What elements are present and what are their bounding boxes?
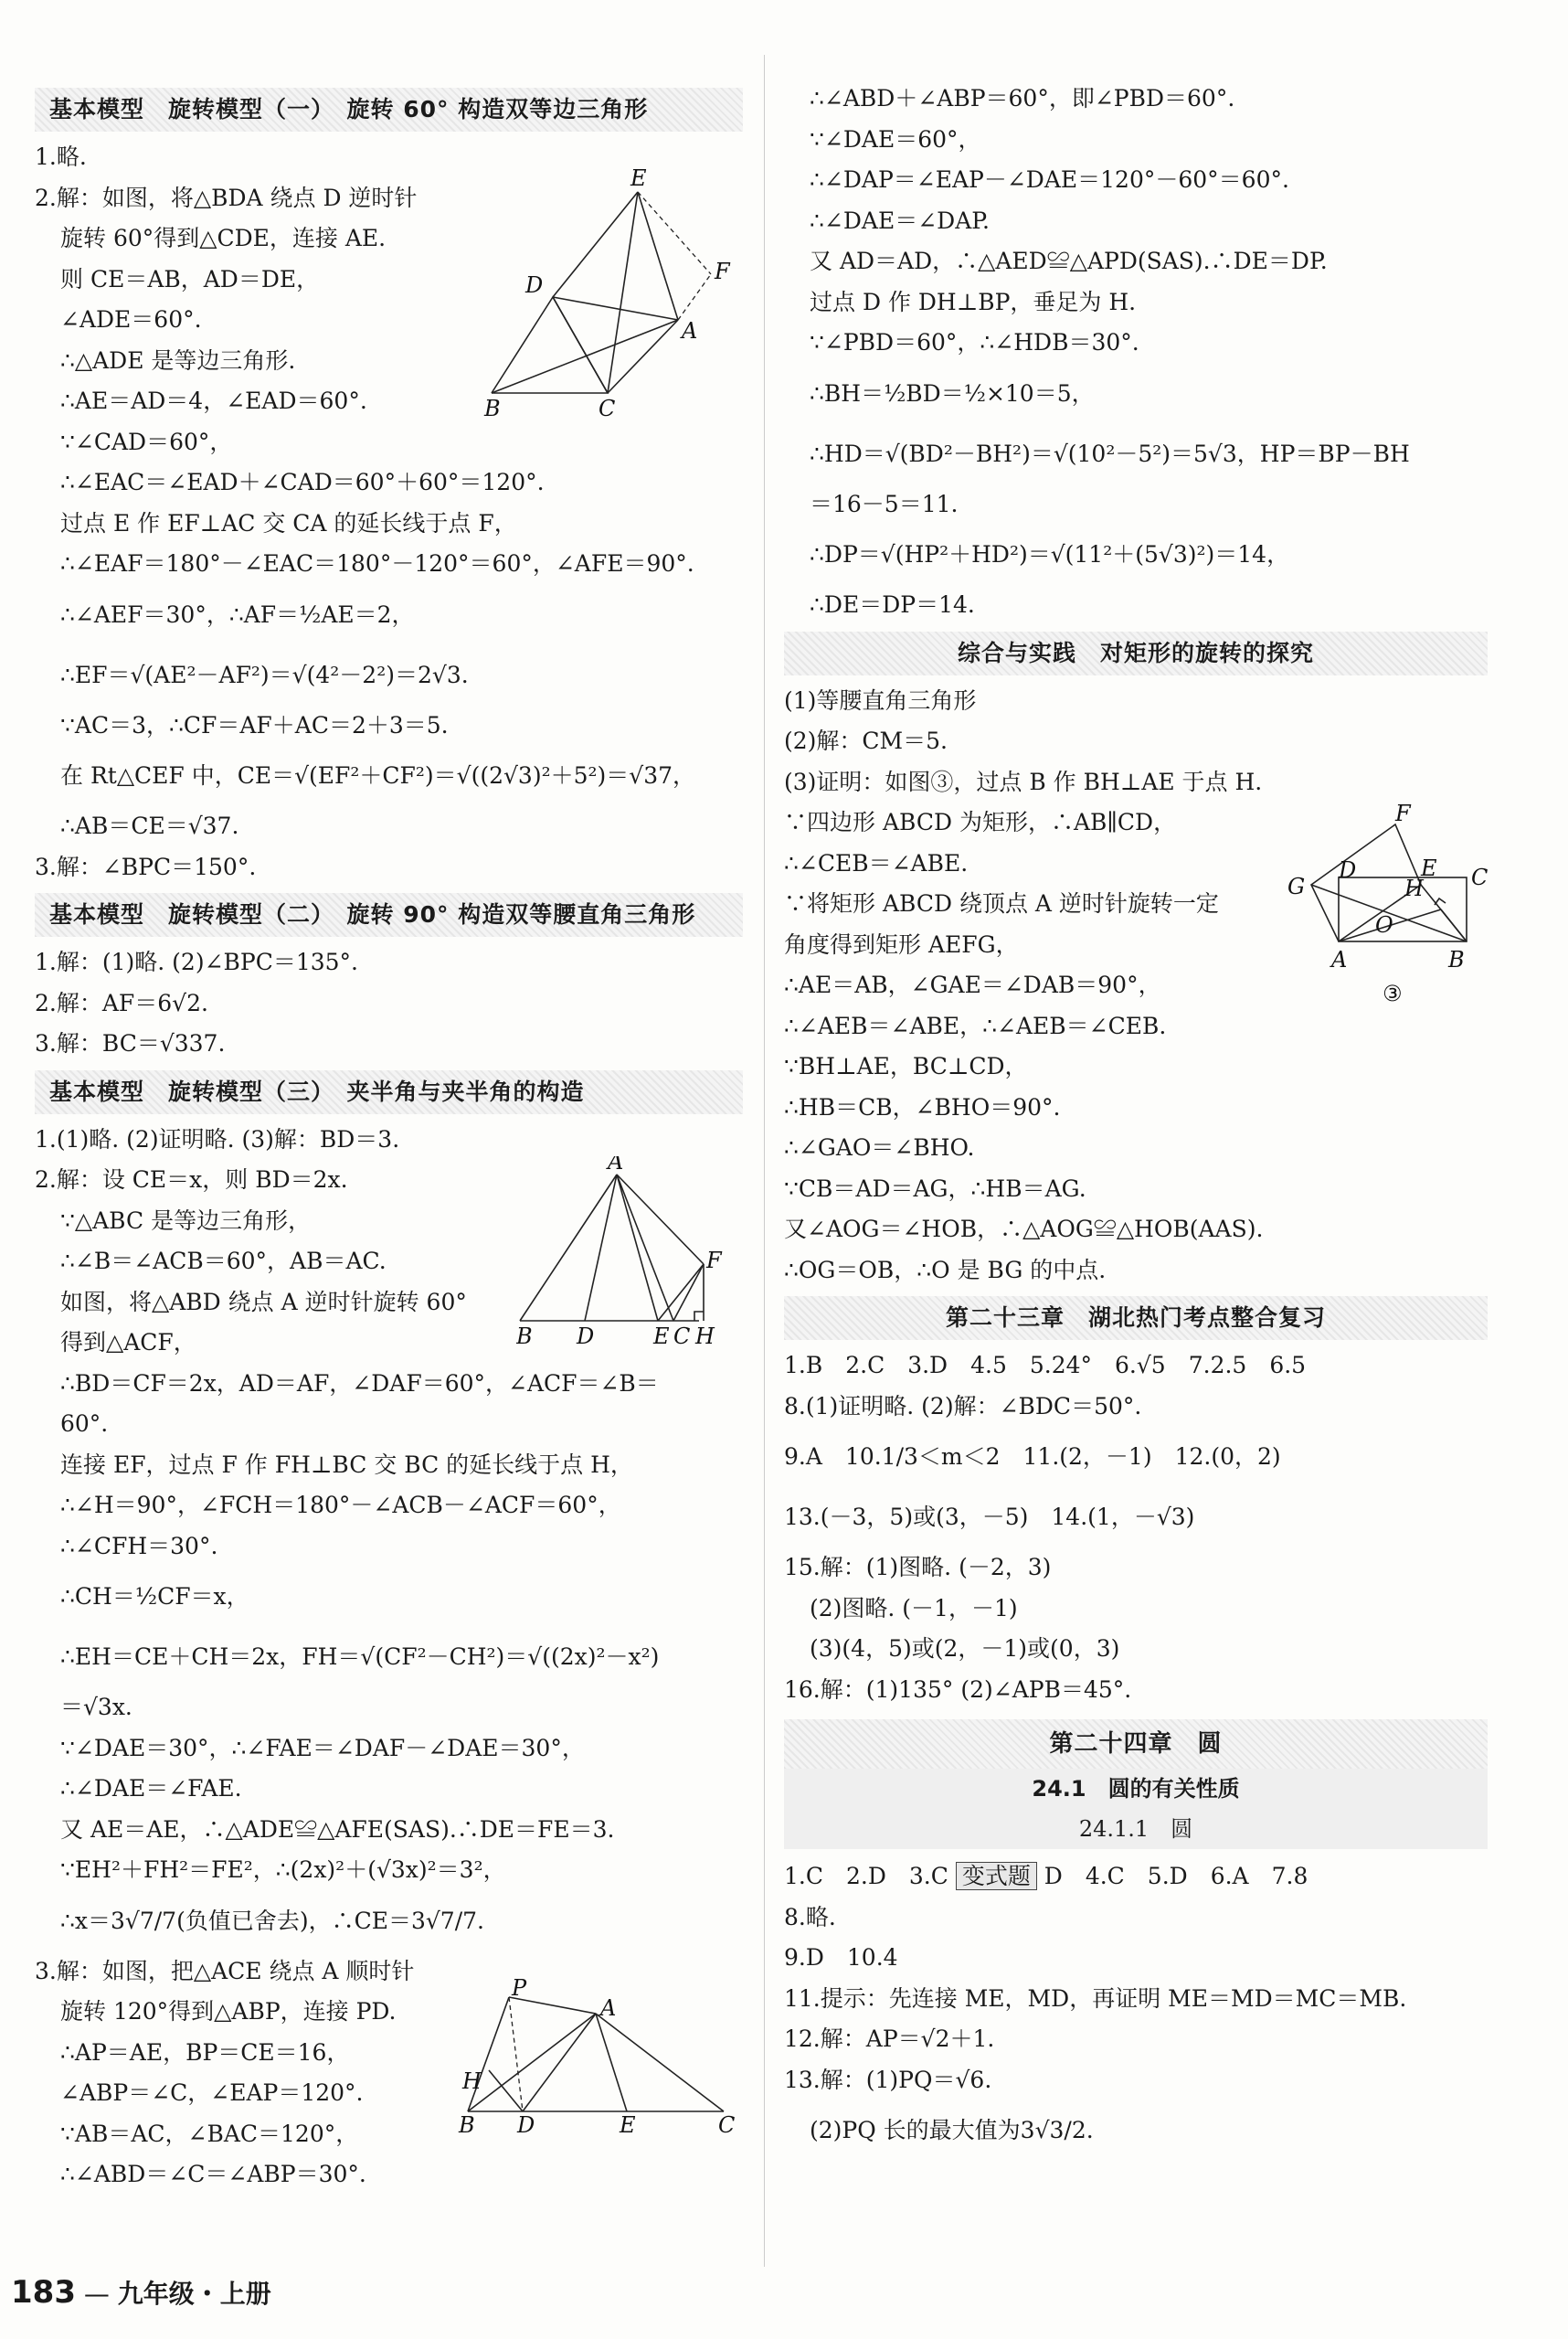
answer-line: 过点 D 作 DH⊥BP，垂足为 H. — [810, 288, 1137, 315]
svg-text:P: P — [512, 1979, 527, 2001]
answer-line: ∠ABP＝∠C，∠EAP＝120°. — [60, 2079, 364, 2106]
answer-line: 60°. — [60, 1410, 109, 1437]
svg-text:E: E — [630, 169, 647, 191]
answer-line: ∵∠PBD＝60°，∴∠HDB＝30°. — [810, 329, 1139, 356]
answer-line: ＝√3x. — [60, 1694, 132, 1720]
answer-line: ∵EH²＋FH²＝FE²，∴(2x)²＋(√3x)²＝3²， — [60, 1856, 506, 1883]
answer-line: ∴∠AEB＝∠ABE，∴∠AEB＝∠CEB. — [784, 1012, 1167, 1039]
answer-line: ∴x＝3√7/7(负值已舍去)，∴CE＝3√7/7. — [60, 1907, 484, 1934]
answer-line: 12.解：AP＝√2＋1. — [784, 2025, 995, 2052]
answer-line: ∵AB＝AC，∠BAC＝120°， — [60, 2120, 359, 2147]
answer-line: 在 Rt△CEF 中，CE＝√(EF²＋CF²)＝√((2√3)²＋5²)＝√37， — [60, 762, 696, 789]
answer-line: 3.解：如图，把△ACE 绕点 A 顺时针 — [35, 1957, 415, 1984]
answer-line: 11.提示：先连接 ME，MD，再证明 ME＝MD＝MC＝MB. — [784, 1984, 1407, 2012]
figure-number-label: ③ — [1383, 981, 1403, 1005]
answer-line: ∴HD＝√(BD²－BH²)＝√(10²－5²)＝5√3，HP＝BP－BH — [810, 440, 1410, 467]
svg-text:C: C — [599, 396, 616, 421]
answer-line: ∴BH＝½BD＝½×10＝5， — [810, 379, 1095, 407]
answer-line: 又∠AOG＝∠HOB，∴△AOG≌△HOB(AAS). — [784, 1216, 1264, 1242]
answer-line: ∵AC＝3，∴CF＝AF＋AC＝2＋3＝5. — [60, 711, 449, 739]
svg-text:A: A — [1331, 947, 1348, 973]
answer-line: ∵四边形 ABCD 为矩形，∴AB∥CD， — [784, 809, 1177, 835]
svg-text:D: D — [525, 272, 544, 298]
answer-line: (3)(4，5)或(2，－1)或(0，3) — [810, 1635, 1120, 1662]
svg-text:D: D — [517, 2112, 535, 2134]
answer-line: ∴∠H＝90°，∠FCH＝180°－∠ACB－∠ACF＝60°， — [60, 1492, 621, 1518]
figure-rotation-120 — [457, 1979, 740, 2138]
page-number: 183 — [11, 2274, 76, 2311]
answer-line: ∴CH＝½CF＝x， — [60, 1583, 249, 1610]
answer-line: 2.解：如图，将△BDA 绕点 D 逆时针 — [35, 184, 418, 211]
answer-fragment: D 4.C 5.D 6.A 7.8 — [1044, 1863, 1308, 1889]
answer-line: 则 CE＝AB，AD＝DE， — [60, 265, 320, 292]
figure-half-angle — [516, 1156, 745, 1356]
answer-line: ∵BH⊥AE，BC⊥CD， — [784, 1053, 1028, 1079]
answer-line: 16.解：(1)135° (2)∠APB＝45°. — [784, 1675, 1132, 1703]
answer-line: 3.解：BC＝√337. — [35, 1030, 226, 1057]
section-title: 24.1 圆的有关性质 — [784, 1769, 1488, 1809]
answer-line: 连接 EF，过点 F 作 FH⊥BC 交 BC 的延长线于点 H， — [60, 1451, 633, 1478]
svg-text:A: A — [608, 1156, 624, 1175]
answer-line: (2)图略. (－1，－1) — [810, 1594, 1018, 1621]
column-divider — [764, 55, 765, 2267]
answer-line: (2)解：CM＝5. — [784, 728, 948, 754]
answer-line: (2)PQ 长的最大值为3√3/2. — [810, 2117, 1094, 2143]
grade-label: 九年级・上册 — [117, 2279, 271, 2309]
svg-text:E: E — [653, 1324, 670, 1349]
svg-text:D: D — [1339, 857, 1357, 883]
answer-line: 8.略. — [784, 1903, 836, 1930]
answer-line: ∴HB＝CB，∠BHO＝90°. — [784, 1093, 1061, 1121]
answer-line: ∴∠CEB＝∠ABE. — [784, 849, 969, 877]
figure-rectangle-rotation — [1284, 804, 1494, 1009]
answer-line: 如图，将△ABD 绕点 A 逆时针旋转 60° — [60, 1288, 467, 1315]
answer-line: ∴DP＝√(HP²＋HD²)＝√(11²＋(5√3)²)＝14， — [810, 541, 1290, 568]
svg-text:C: C — [673, 1324, 691, 1349]
section-title-rotation-model-2: 基本模型 旋转模型（二） 旋转 90° 构造双等腰直角三角形 — [35, 893, 743, 937]
answer-line: ∴EF＝√(AE²－AF²)＝√(4²－2²)＝2√3. — [60, 661, 469, 688]
section-title-rectangle-rotation: 综合与实践 对矩形的旋转的探究 — [784, 632, 1488, 675]
answer-line: ∴AB＝CE＝√37. — [60, 813, 239, 839]
right-column — [784, 79, 1488, 2161]
svg-text:A: A — [682, 318, 698, 344]
svg-text:B: B — [516, 1324, 533, 1349]
answer-line: ∴∠DAE＝∠FAE. — [60, 1775, 242, 1802]
answer-line: ∴∠GAO＝∠BHO. — [784, 1134, 975, 1161]
variant-question-badge: 变式题 — [956, 1862, 1037, 1890]
figure-rotation-60 — [475, 169, 749, 429]
svg-text:F: F — [706, 1248, 722, 1273]
answer-line: 过点 E 作 EF⊥AC 交 CA 的延长线于点 F， — [60, 509, 517, 537]
answer-line: ∵△ABC 是等边三角形， — [60, 1207, 312, 1234]
svg-text:B: B — [459, 2112, 475, 2134]
svg-text:O: O — [1375, 912, 1393, 938]
answer-line: 1.B 2.C 3.D 4.5 5.24° 6.√5 7.2.5 6.5 — [784, 1352, 1307, 1378]
answer-fragment: 1.C 2.D 3.C — [784, 1863, 948, 1889]
svg-text:C: C — [1471, 865, 1489, 890]
svg-text:B: B — [1448, 947, 1465, 973]
answer-line: 15.解：(1)图略. (－2，3) — [784, 1554, 1052, 1580]
answer-line: 角度得到矩形 AEFG， — [784, 930, 1019, 958]
answer-line: ∴AP＝AE，BP＝CE＝16， — [60, 2038, 350, 2066]
answer-line: ∵∠DAE＝30°，∴∠FAE＝∠DAF－∠DAE＝30°， — [60, 1734, 585, 1761]
answer-line: ∵∠DAE＝60°， — [810, 125, 981, 153]
section-title-chapter23-review: 第二十三章 湖北热门考点整合复习 — [784, 1296, 1488, 1340]
answer-line: ∵将矩形 ABCD 绕顶点 A 逆时针旋转一定 — [784, 890, 1219, 917]
svg-text:H: H — [695, 1324, 715, 1349]
svg-text:C: C — [718, 2112, 736, 2134]
page-footer — [11, 2274, 271, 2311]
answer-line: 1.略. — [35, 144, 87, 170]
answer-line: ∴∠AEF＝30°，∴AF＝½AE＝2， — [60, 601, 415, 628]
answer-line: 9.D 10.4 — [784, 1944, 898, 1971]
answer-line: ∴∠ABD＋∠ABP＝60°，即∠PBD＝60°. — [810, 85, 1235, 112]
svg-text:F: F — [1395, 804, 1411, 826]
subsection-title: 24.1.1 圆 — [784, 1809, 1488, 1849]
chapter-title: 第二十四章 圆 — [784, 1719, 1488, 1769]
answer-line: ∴EH＝CE＋CH＝2x，FH＝√(CF²－CH²)＝√((2x)²－x²) — [60, 1643, 660, 1670]
svg-text:B: B — [484, 396, 501, 421]
svg-text:D: D — [577, 1324, 595, 1349]
answer-line: (3)证明：如图③，过点 B 作 BH⊥AE 于点 H. — [784, 768, 1263, 795]
section-title-rotation-model-1: 基本模型 旋转模型（一） 旋转 60° 构造双等边三角形 — [35, 88, 743, 132]
svg-text:H: H — [1404, 876, 1424, 901]
answer-line: 2.解：设 CE＝x，则 BD＝2x. — [35, 1166, 348, 1193]
answer-line: 得到△ACF， — [60, 1329, 196, 1356]
answer-line: ∴∠ABD＝∠C＝∠ABP＝30°. — [60, 2161, 366, 2187]
answer-line: 旋转 120°得到△ABP，连接 PD. — [60, 1998, 397, 2025]
answer-line: ＝16－5＝11. — [810, 490, 959, 517]
answer-line: 1.(1)略. (2)证明略. (3)解：BD＝3. — [35, 1125, 400, 1153]
answer-line: ∴OG＝OB，∴O 是 BG 的中点. — [784, 1256, 1107, 1283]
answer-line: ∵∠CAD＝60°， — [60, 428, 233, 455]
answer-line: ∴BD＝CF＝2x，AD＝AF，∠DAF＝60°，∠ACF＝∠B＝ — [60, 1369, 659, 1397]
svg-text:F: F — [715, 259, 730, 284]
section-title-rotation-model-3: 基本模型 旋转模型（三） 夹半角与夹半角的构造 — [35, 1070, 743, 1114]
answer-line: ∴AE＝AD＝4，∠EAD＝60°. — [60, 388, 367, 414]
answer-line: ∠ADE＝60°. — [60, 306, 202, 333]
answer-line: ∴△ADE 是等边三角形. — [60, 346, 296, 374]
answer-line: (1)等腰直角三角形 — [784, 686, 977, 714]
svg-text:E: E — [620, 2112, 636, 2134]
answer-line: ∴DE＝DP＝14. — [810, 591, 975, 618]
svg-text:G: G — [1287, 874, 1306, 899]
answer-line: ∴∠CFH＝30°. — [60, 1532, 218, 1559]
answer-line: 1.解：(1)略. (2)∠BPC＝135°. — [35, 949, 359, 975]
svg-text:A: A — [600, 1995, 617, 2021]
answer-line: ∴∠EAC＝∠EAD＋∠CAD＝60°＋60°＝120°. — [60, 469, 545, 495]
answer-line: ∵CB＝AD＝AG，∴HB＝AG. — [784, 1175, 1086, 1202]
svg-text:H: H — [462, 2068, 482, 2094]
answer-line: ∴∠DAP＝∠EAP－∠DAE＝120°－60°＝60°. — [810, 166, 1289, 193]
answer-line: 9.A 10.1/3＜m＜2 11.(2，－1) 12.(0，2) — [784, 1443, 1281, 1470]
answer-line: 又 AE＝AE，∴△ADE≌△AFE(SAS).∴DE＝FE＝3. — [60, 1815, 615, 1843]
answer-line: 8.(1)证明略. (2)解：∠BDC＝50°. — [784, 1392, 1142, 1419]
answer-line — [784, 1856, 1488, 1898]
answer-line: 13.(－3，5)或(3，－5) 14.(1，－√3) — [784, 1504, 1195, 1530]
answer-line: ∴∠EAF＝180°－∠EAC＝180°－120°＝60°，∠AFE＝90°. — [60, 550, 694, 577]
answer-line: 13.解：(1)PQ＝√6. — [784, 2066, 992, 2093]
answer-line: 2.解：AF＝6√2. — [35, 989, 208, 1016]
answer-line: ∴AE＝AB，∠GAE＝∠DAB＝90°， — [784, 972, 1161, 998]
svg-text:E: E — [1421, 856, 1437, 881]
answer-line: 旋转 60°得到△CDE，连接 AE. — [60, 225, 387, 251]
answer-line: ∴∠B＝∠ACB＝60°，AB＝AC. — [60, 1248, 387, 1274]
answer-line: 又 AD＝AD，∴△AED≌△APD(SAS).∴DE＝DP. — [810, 248, 1328, 274]
footer-dash: — — [83, 2279, 110, 2309]
answer-line: 3.解：∠BPC＝150°. — [35, 853, 257, 880]
answer-line: ∴∠DAE＝∠DAP. — [810, 207, 990, 234]
